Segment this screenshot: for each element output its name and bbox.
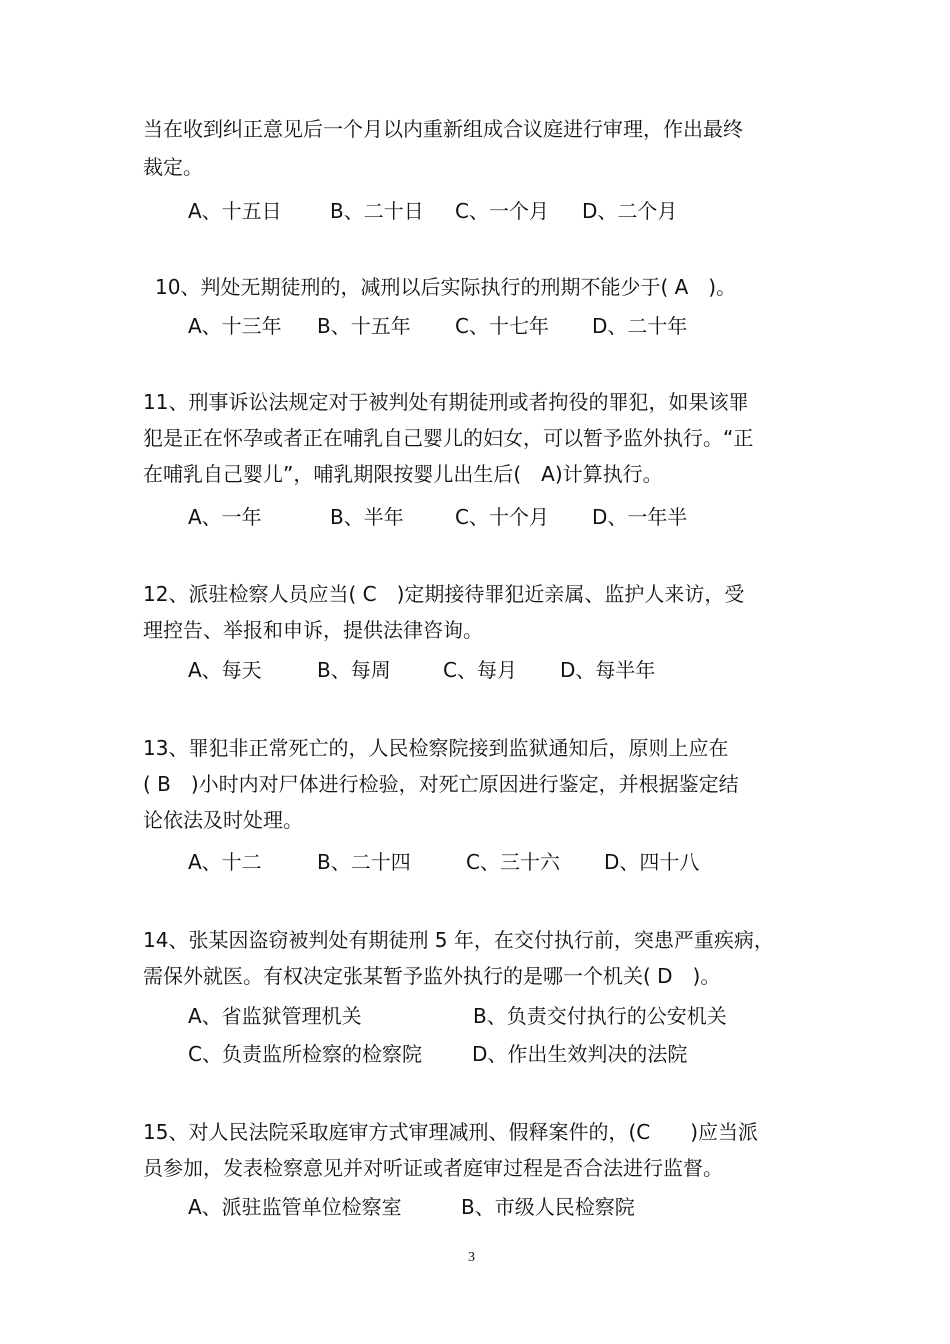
question-11-stem-line-1: 11、刑事诉讼法规定对于被判处有期徒刑或者拘役的罪犯，如果该罪: [143, 390, 749, 414]
question-13-option-b: B、二十四: [317, 850, 411, 874]
question-15-option-a: A、派驻监管单位检察室: [188, 1195, 402, 1219]
question-10-option-a: A、十三年: [188, 314, 282, 338]
question-9-option-d: D、二个月: [582, 199, 678, 223]
question-9-option-a: A、十五日: [188, 199, 282, 223]
question-12-option-d: D、每半年: [560, 658, 656, 682]
question-13-stem-line-3: 论依法及时处理。: [143, 808, 303, 832]
question-10-option-b: B、十五年: [317, 314, 411, 338]
question-14-option-d: D、作出生效判决的法院: [472, 1042, 688, 1066]
question-11-option-a: A、一年: [188, 505, 262, 529]
question-12-option-c: C、每月: [443, 658, 517, 682]
question-13-option-a: A、十二: [188, 850, 262, 874]
question-14-option-c: C、负责监所检察的检察院: [188, 1042, 422, 1066]
question-13-option-d: D、四十八: [604, 850, 700, 874]
question-14-stem-line-2: 需保外就医。有权决定张某暂予监外执行的是哪一个机关( D )。: [143, 964, 721, 988]
question-11-stem-line-3: 在哺乳自己婴儿”，哺乳期限按婴儿出生后( A)计算执行。: [143, 462, 663, 486]
question-10-stem: 10、判处无期徒刑的，减刑以后实际执行的刑期不能少于( A )。: [155, 275, 737, 299]
question-11-option-d: D、一年半: [592, 505, 688, 529]
question-10-option-c: C、十七年: [455, 314, 549, 338]
question-14-option-a: A、省监狱管理机关: [188, 1004, 362, 1028]
question-10-option-d: D、二十年: [592, 314, 688, 338]
question-11-option-c: C、十个月: [455, 505, 549, 529]
question-14-stem-line-1: 14、张某因盗窃被判处有期徒刑 5 年，在交付执行前，突患严重疾病，: [143, 928, 774, 952]
question-9-stem-line-1: 当在收到纠正意见后一个月以内重新组成合议庭进行审理，作出最终: [143, 117, 743, 141]
question-12-stem-line-2: 理控告、举报和申诉，提供法律咨询。: [143, 618, 483, 642]
question-15-stem-line-1: 15、对人民法院采取庭审方式审理减刑、假释案件的，(C )应当派: [143, 1120, 759, 1144]
question-11-option-b: B、半年: [330, 505, 404, 529]
question-12-option-b: B、每周: [317, 658, 391, 682]
question-12-option-a: A、每天: [188, 658, 262, 682]
question-14-option-b: B、负责交付执行的公安机关: [473, 1004, 727, 1028]
question-9-option-c: C、一个月: [455, 199, 549, 223]
question-13-stem-line-2: ( B )小时内对尸体进行检验，对死亡原因进行鉴定，并根据鉴定结: [143, 772, 739, 796]
page-number: 3: [468, 1250, 475, 1265]
question-13-stem-line-1: 13、罪犯非正常死亡的，人民检察院接到监狱通知后，原则上应在: [143, 736, 729, 760]
question-13-option-c: C、三十六: [466, 850, 560, 874]
question-9-option-b: B、二十日: [330, 199, 424, 223]
question-11-stem-line-2: 犯是正在怀孕或者正在哺乳自己婴儿的妇女，可以暂予监外执行。“正: [143, 426, 754, 450]
question-9-stem-line-2: 裁定。: [143, 155, 203, 179]
question-12-stem-line-1: 12、派驻检察人员应当( C )定期接待罪犯近亲属、监护人来访，受: [143, 582, 745, 606]
question-15-option-b: B、市级人民检察院: [461, 1195, 635, 1219]
question-15-stem-line-2: 员参加，发表检察意见并对听证或者庭审过程是否合法进行监督。: [143, 1156, 723, 1180]
